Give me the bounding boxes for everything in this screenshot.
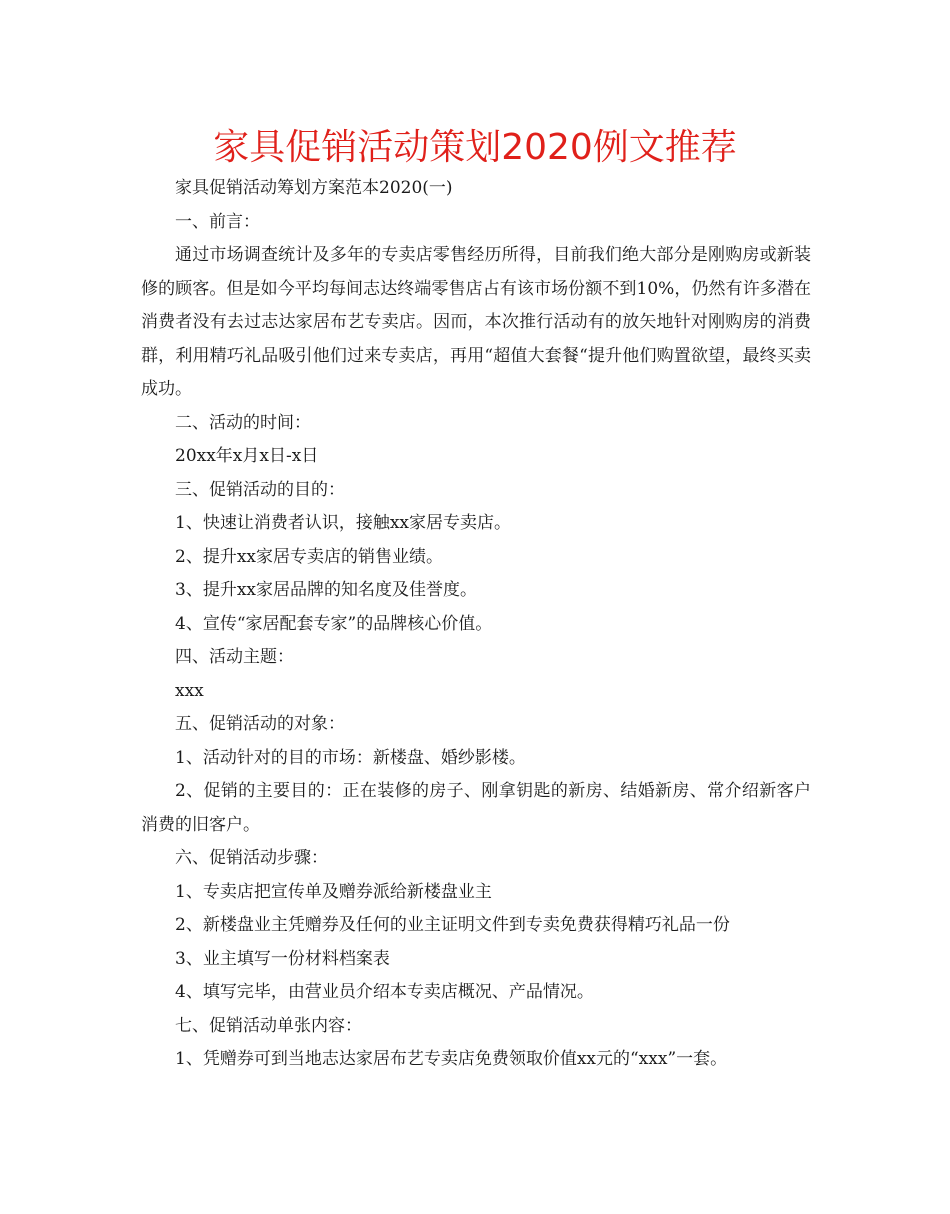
paragraph-activity-date: 20xx年x月x日-x日 [175,446,319,466]
document-title: 家具促销活动策划2020例文推荐 [213,127,737,168]
paragraph-preface-body: 通过市场调查统计及多年的专卖店零售经历所得，目前我们绝大部分是刚购房或新装修的顾客。但是如今平均每间志达终端零售店占有该市场份额不到10%，仍然有许多潜在消费者没有去过志达家居布艺专卖店。因而，本次推行活动有的放矢地针对刚购房的消费群，利用精巧礼品吸引他们过来专卖店，再用“超值大套餐“提升他们购置欲望，最终买卖成功。 [141,245,811,399]
heading-activity-theme: 四、活动主题： [175,647,294,667]
paragraph-subtitle: 家具促销活动筹划方案范本2020(一) [175,178,453,198]
heading-promotion-steps: 六、促销活动步骤： [175,848,328,868]
document-body [141,172,811,1077]
heading-flyer-content: 七、促销活动单张内容： [175,1015,362,1036]
heading-preface: 一、前言： [175,211,260,232]
heading-promotion-goals: 三、促销活动的目的： [175,479,345,500]
list-item-target-2: 2、促销的主要目的：正在装修的房子、刚拿钥匙的新房、结婚新房、常介绍新客户消费的旧客户。 [141,781,811,835]
heading-activity-time: 二、活动的时间： [175,412,311,433]
list-item-target-1: 1、活动针对的目的市场：新楼盘、婚纱影楼。 [175,747,526,768]
list-item-step-4: 4、填写完毕，由营业员介绍本专卖店概况、产品情况。 [175,982,594,1002]
heading-promotion-target: 五、促销活动的对象： [175,714,345,734]
paragraph-activity-theme: xxx [175,680,204,701]
list-item-goal-3: 3、提升xx家居品牌的知名度及佳誉度。 [175,580,477,600]
list-item-goal-4: 4、宣传“家居配套专家”的品牌核心价值。 [175,613,493,634]
list-item-step-2: 2、新楼盘业主凭赠券及任何的业主证明文件到专卖免费获得精巧礼品一份 [175,915,730,935]
list-item-goal-2: 2、提升xx家居专卖店的销售业绩。 [175,546,443,567]
list-item-step-1: 1、专卖店把宣传单及赠券派给新楼盘业主 [175,881,492,902]
list-item-step-3: 3、业主填写一份材料档案表 [175,948,390,969]
list-item-flyer-1: 1、凭赠券可到当地志达家居布艺专卖店免费领取价值xx元的“xxx”一套。 [175,1049,728,1069]
list-item-goal-1: 1、快速让消费者认识，接触xx家居专卖店。 [175,513,511,533]
